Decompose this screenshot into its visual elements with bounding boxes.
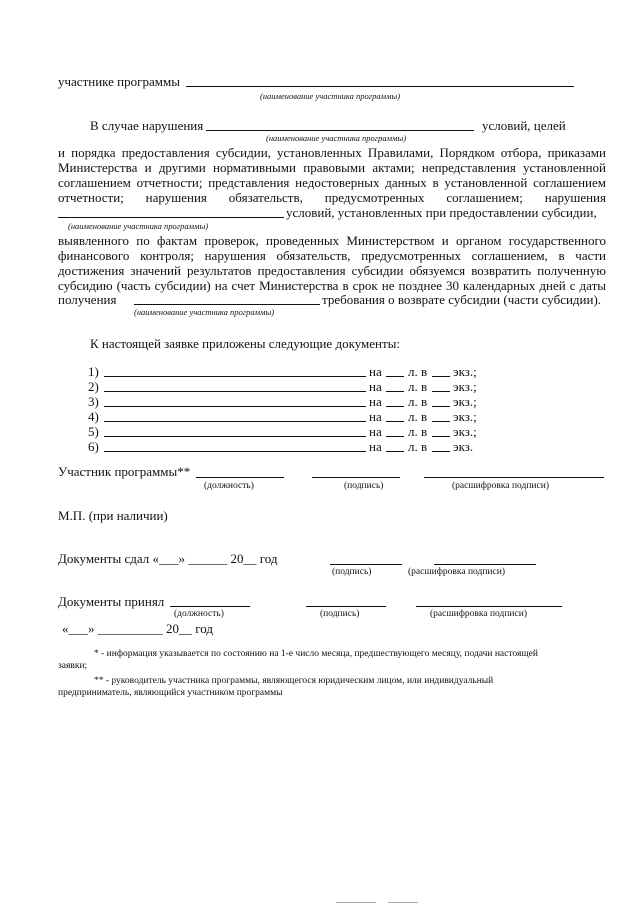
attachment-l: л. в bbox=[408, 424, 428, 439]
footnote-1: * - информация указывается по состоянию на 1-е число месяца, предшествующего месяцу, подачи настоящей bbox=[94, 649, 538, 659]
violation-lead-caption: (наименование участника программы) bbox=[266, 133, 407, 143]
attachments-heading: К настоящей заявке приложены следующие документы: bbox=[90, 336, 401, 351]
violation-lead: В случае нарушения bbox=[90, 118, 204, 133]
stamp-label: М.П. (при наличии) bbox=[58, 508, 168, 523]
attachment-copies-field[interactable] bbox=[432, 391, 450, 392]
receipt-head: получения bbox=[58, 292, 117, 307]
violation-participant-field[interactable] bbox=[206, 130, 474, 131]
attachment-number: 6) bbox=[88, 439, 99, 454]
attachment-ekz: экз.; bbox=[453, 424, 477, 439]
para-line: соглашением отчетности; представления недостоверных данных в установленной соглашением bbox=[58, 175, 606, 190]
attachment-na: на bbox=[369, 364, 382, 379]
violation-lead-tail: условий, целей bbox=[482, 118, 566, 133]
para-line: Министерства и другими нормативными правовыми актами; непредставления установленной bbox=[58, 160, 606, 175]
para-line: субсидию (часть субсидии) на счет Министерства в срок не позднее 30 календарных дней с даты bbox=[58, 278, 606, 293]
attachment-l: л. в bbox=[408, 394, 428, 409]
attachment-l: л. в bbox=[408, 439, 428, 454]
page-edge-mark bbox=[336, 902, 376, 903]
received-sign-field[interactable] bbox=[306, 606, 386, 607]
received-sign-caption: (подпись) bbox=[320, 609, 360, 619]
attachment-pages-field[interactable] bbox=[386, 406, 404, 407]
attachment-l: л. в bbox=[408, 409, 428, 424]
attachment-na: на bbox=[369, 409, 382, 424]
violation-blank-field[interactable] bbox=[58, 217, 284, 218]
attachment-ekz: экз.; bbox=[453, 409, 477, 424]
participant-label: участнике программы bbox=[58, 74, 180, 89]
received-label: Документы принял bbox=[58, 594, 165, 609]
received-position-caption: (должность) bbox=[174, 609, 224, 619]
page-edge-mark bbox=[388, 902, 418, 903]
attachment-row bbox=[88, 409, 488, 424]
para-line: достижения значений результатов предоставления субсидии обязуемся возвратить полученную bbox=[58, 263, 606, 278]
attachment-l: л. в bbox=[408, 379, 428, 394]
attachment-pages-field[interactable] bbox=[386, 436, 404, 437]
attachment-row bbox=[88, 394, 488, 409]
signature-sign-field[interactable] bbox=[312, 477, 400, 478]
para-line: отчетности; нарушения обязательств, предусмотренных соглашением; нарушения bbox=[58, 190, 606, 205]
participant-caption: (наименование участника программы) bbox=[260, 91, 401, 101]
attachment-row bbox=[88, 424, 488, 439]
blank-tail: условий, установленных при предоставлении субсидии, bbox=[286, 205, 597, 220]
blank-caption: (наименование участника программы) bbox=[68, 221, 209, 231]
attachment-row bbox=[88, 364, 488, 379]
attachment-na: на bbox=[369, 439, 382, 454]
submitted-sign-caption: (подпись) bbox=[332, 567, 372, 577]
attachment-copies-field[interactable] bbox=[432, 436, 450, 437]
signature-position-field[interactable] bbox=[196, 477, 284, 478]
attachment-number: 4) bbox=[88, 409, 99, 424]
attachment-number: 1) bbox=[88, 364, 99, 379]
footnote-1-cont: заявки; bbox=[58, 661, 88, 671]
received-name-caption: (расшифровка подписи) bbox=[430, 609, 527, 619]
received-date: «___» __________ 20__ год bbox=[62, 621, 213, 636]
attachment-ekz: экз.; bbox=[453, 364, 477, 379]
submitted-name-field[interactable] bbox=[434, 564, 536, 565]
para-line: финансового контроля; нарушения обязательств, предусмотренных соглашением, в части bbox=[58, 248, 606, 263]
attachment-copies-field[interactable] bbox=[432, 406, 450, 407]
submitted-name-caption: (расшифровка подписи) bbox=[408, 567, 505, 577]
attachment-ekz: экз.; bbox=[453, 394, 477, 409]
attachment-na: на bbox=[369, 424, 382, 439]
attachment-l: л. в bbox=[408, 364, 428, 379]
attachment-number: 5) bbox=[88, 424, 99, 439]
attachment-pages-field[interactable] bbox=[386, 391, 404, 392]
attachment-pages-field[interactable] bbox=[386, 451, 404, 452]
attachment-number: 2) bbox=[88, 379, 99, 394]
attachment-name-field[interactable] bbox=[104, 436, 366, 437]
receipt-blank-field[interactable] bbox=[134, 304, 320, 305]
received-name-field[interactable] bbox=[416, 606, 562, 607]
attachment-pages-field[interactable] bbox=[386, 421, 404, 422]
attachment-ekz: экз. bbox=[453, 439, 474, 454]
attachment-row bbox=[88, 439, 488, 454]
attachment-copies-field[interactable] bbox=[432, 451, 450, 452]
attachment-name-field[interactable] bbox=[104, 421, 366, 422]
receipt-tail: требования о возврате субсидии (части субсидии). bbox=[322, 292, 602, 307]
received-position-field[interactable] bbox=[170, 606, 250, 607]
attachment-pages-field[interactable] bbox=[386, 376, 404, 377]
para-line: и порядка предоставления субсидии, установленных Правилами, Порядком отбора, приказами bbox=[58, 145, 606, 160]
attachment-name-field[interactable] bbox=[104, 451, 366, 452]
para-line: выявленного по фактам проверок, проведенных Министерством и органом государственного bbox=[58, 233, 606, 248]
attachment-ekz: экз.; bbox=[453, 379, 477, 394]
attachment-copies-field[interactable] bbox=[432, 421, 450, 422]
signature-name-field[interactable] bbox=[424, 477, 604, 478]
signature-sign-caption: (подпись) bbox=[344, 481, 384, 491]
footnote-2: ** - руководитель участника программы, являющегося юридическим лицом, или индивидуальный bbox=[94, 676, 494, 686]
attachment-name-field[interactable] bbox=[104, 406, 366, 407]
signature-name-caption: (расшифровка подписи) bbox=[452, 481, 549, 491]
footnote-2-cont: предприниматель, являющийся участником программы bbox=[58, 688, 283, 698]
attachment-row bbox=[88, 379, 488, 394]
signature-position-caption: (должность) bbox=[204, 481, 254, 491]
submitted-label: Документы сдал «___» ______ 20__ год bbox=[58, 551, 278, 566]
attachment-copies-field[interactable] bbox=[432, 376, 450, 377]
attachment-name-field[interactable] bbox=[104, 376, 366, 377]
attachment-number: 3) bbox=[88, 394, 99, 409]
signature-label: Участник программы** bbox=[58, 464, 191, 479]
attachment-na: на bbox=[369, 394, 382, 409]
attachment-name-field[interactable] bbox=[104, 391, 366, 392]
submitted-sign-field[interactable] bbox=[330, 564, 402, 565]
attachment-na: на bbox=[369, 379, 382, 394]
participant-name-field[interactable] bbox=[186, 86, 574, 87]
receipt-caption: (наименование участника программы) bbox=[134, 307, 275, 317]
